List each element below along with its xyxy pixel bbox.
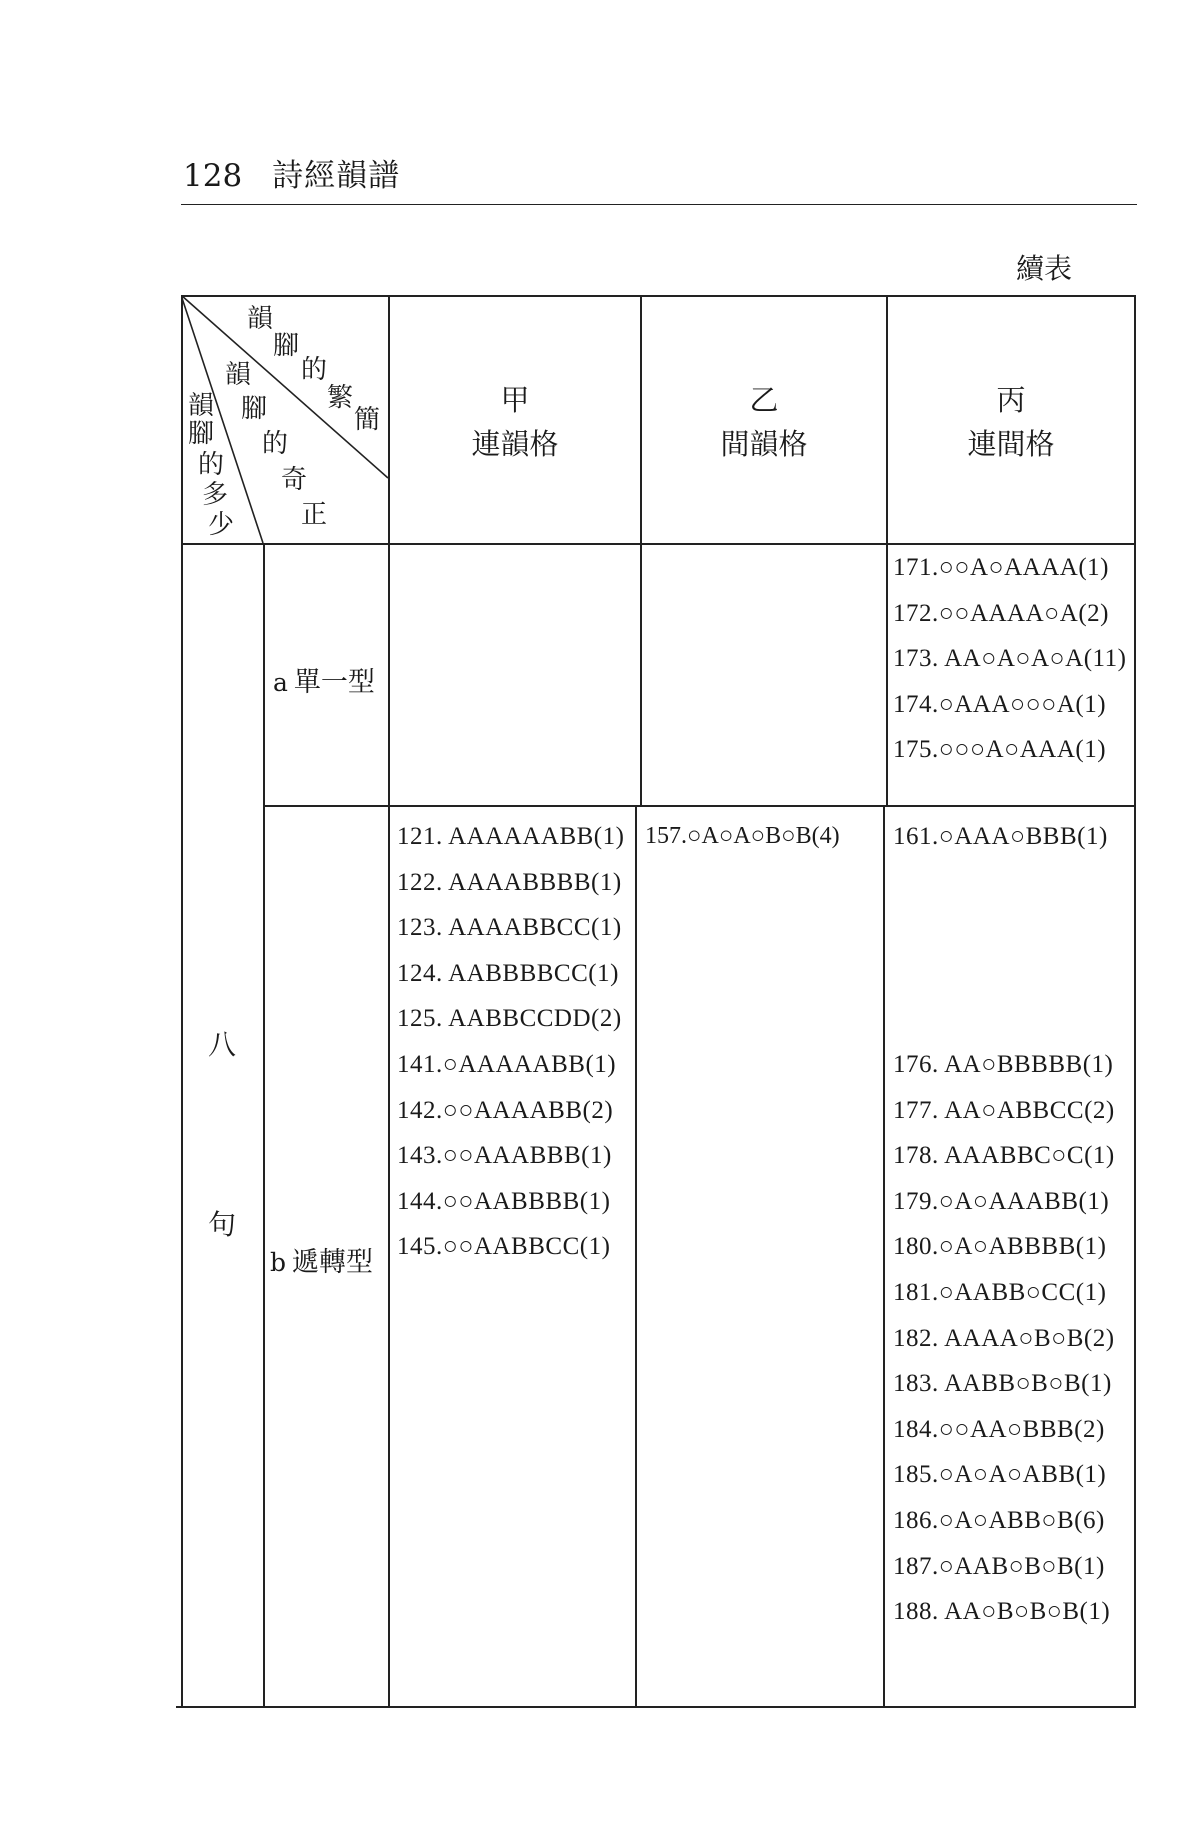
jia-yi-divider-bottom bbox=[635, 805, 637, 1708]
rhyme-pattern-entry: 185.○A○A○ABB(1) bbox=[893, 1461, 1107, 1489]
page-number: 128 bbox=[183, 158, 243, 194]
rhyme-pattern-entry: 124. AABBBBCC(1) bbox=[397, 959, 619, 987]
rhyme-pattern-entry: 161.○AAA○BBB(1) bbox=[893, 823, 1108, 850]
rhyme-pattern-entry: 123. AAAABBCC(1) bbox=[397, 914, 622, 942]
column-name: 連韻格 bbox=[471, 427, 559, 461]
corner-char: 的 bbox=[262, 429, 289, 459]
corner-char: 腳 bbox=[241, 394, 268, 424]
corner-char: 腳 bbox=[273, 331, 300, 361]
rhyme-pattern-entry: 177. AA○ABBCC(2) bbox=[893, 1096, 1115, 1124]
rhyme-pattern-entry: 173. AA○A○A○A(11) bbox=[893, 645, 1127, 673]
rhyme-pattern-entry: 183. AABB○B○B(1) bbox=[893, 1370, 1112, 1398]
corner-char: 韻 bbox=[188, 391, 215, 421]
group-label-divider bbox=[263, 543, 265, 1708]
corner-char: 腳 bbox=[188, 419, 215, 449]
blank-line bbox=[893, 996, 1115, 1042]
corner-char: 簡 bbox=[354, 405, 381, 435]
category-letter: b bbox=[270, 1248, 287, 1277]
corner-char: 韻 bbox=[247, 304, 274, 334]
rhyme-pattern-entry: 157.○A○A○B○B(4) bbox=[645, 823, 840, 849]
rhyme-pattern-entry: 171.○○A○AAAA(1) bbox=[893, 554, 1109, 581]
corner-char: 少 bbox=[208, 510, 235, 540]
category-a-label bbox=[273, 660, 375, 699]
corner-char: 的 bbox=[198, 450, 225, 480]
column-code: 乙 bbox=[749, 383, 779, 417]
header-rule bbox=[181, 204, 1137, 205]
corner-char: 正 bbox=[301, 500, 328, 530]
rhyme-pattern-entry: 125. AABBCCDD(2) bbox=[397, 1005, 622, 1033]
blank-line bbox=[893, 951, 1115, 997]
rhyme-pattern-entry: 144.○○AABBBB(1) bbox=[397, 1187, 611, 1215]
category-letter: a bbox=[273, 668, 288, 697]
row-b-bing-list bbox=[893, 814, 1115, 1635]
row-group-label-top: 八 bbox=[208, 1028, 237, 1061]
category-name: 遞轉型 bbox=[292, 1247, 374, 1278]
rhyme-pattern-entry: 188. AA○B○B○B(1) bbox=[893, 1598, 1111, 1626]
rhyme-pattern-entry: 179.○A○AAABB(1) bbox=[893, 1187, 1110, 1215]
corner-char: 韻 bbox=[225, 360, 252, 390]
rhyme-pattern-entry: 174.○AAA○○○A(1) bbox=[893, 690, 1107, 718]
rhyme-pattern-entry: 184.○○AA○BBB(2) bbox=[893, 1415, 1105, 1443]
blank-line bbox=[893, 860, 1115, 906]
row-a-bing-list bbox=[893, 545, 1126, 773]
jia-yi-divider-top bbox=[640, 295, 642, 807]
column-code: 丙 bbox=[996, 383, 1026, 417]
column-header-bing bbox=[888, 378, 1134, 466]
column-code: 甲 bbox=[500, 383, 530, 417]
column-header-jia bbox=[390, 378, 640, 466]
yi-bing-divider-top bbox=[886, 295, 888, 807]
rhyme-pattern-entry: 121. AAAAAABB(1) bbox=[397, 823, 625, 850]
running-head bbox=[183, 150, 400, 195]
row-divider bbox=[263, 805, 1136, 807]
column-name: 連間格 bbox=[967, 427, 1055, 461]
column-name: 間韻格 bbox=[720, 427, 808, 461]
rhyme-pattern-entry: 122. AAAABBBB(1) bbox=[397, 868, 622, 896]
rhyme-pattern-entry: 172.○○AAAA○A(2) bbox=[893, 599, 1109, 627]
rhyme-pattern-entry: 178. AAABBC○C(1) bbox=[893, 1142, 1115, 1170]
corner-char: 多 bbox=[202, 480, 229, 510]
row-group-label-bottom: 句 bbox=[208, 1208, 237, 1241]
rhyme-pattern-entry: 182. AAAA○B○B(2) bbox=[893, 1324, 1115, 1352]
corner-char: 的 bbox=[301, 355, 328, 385]
rhyme-pattern-entry: 175.○○○A○AAA(1) bbox=[893, 736, 1107, 764]
corner-char: 繁 bbox=[327, 383, 354, 413]
rhyme-pattern-entry: 142.○○AAAABB(2) bbox=[397, 1096, 614, 1124]
corner-char: 奇 bbox=[281, 465, 308, 495]
rhyme-pattern-entry: 143.○○AAABBB(1) bbox=[397, 1142, 612, 1170]
row-b-yi-list bbox=[645, 814, 840, 860]
book-title: 詩經韻譜 bbox=[272, 158, 401, 194]
yi-bing-divider-bottom bbox=[883, 805, 885, 1708]
rhyme-pattern-entry: 176. AA○BBBBB(1) bbox=[893, 1050, 1114, 1078]
rhyme-pattern-entry: 187.○AAB○B○B(1) bbox=[893, 1552, 1105, 1580]
column-header-yi bbox=[642, 378, 886, 466]
rhyme-pattern-entry: 141.○AAAAABB(1) bbox=[397, 1050, 617, 1078]
rhyme-pattern-entry: 145.○○AABBCC(1) bbox=[397, 1233, 611, 1261]
rhyme-pattern-entry: 180.○A○ABBBB(1) bbox=[893, 1233, 1107, 1261]
category-b-label bbox=[270, 1240, 373, 1279]
blank-line bbox=[893, 905, 1115, 951]
table-bottom-border bbox=[176, 1706, 1136, 1708]
continued-label: 續表 bbox=[1016, 252, 1073, 285]
row-b-jia-list bbox=[397, 814, 624, 1270]
rhyme-pattern-entry: 181.○AABB○CC(1) bbox=[893, 1278, 1107, 1306]
table-right-border bbox=[1134, 295, 1136, 1708]
rhyme-pattern-entry: 186.○A○ABB○B(6) bbox=[893, 1506, 1105, 1534]
category-name: 單一型 bbox=[293, 667, 375, 698]
